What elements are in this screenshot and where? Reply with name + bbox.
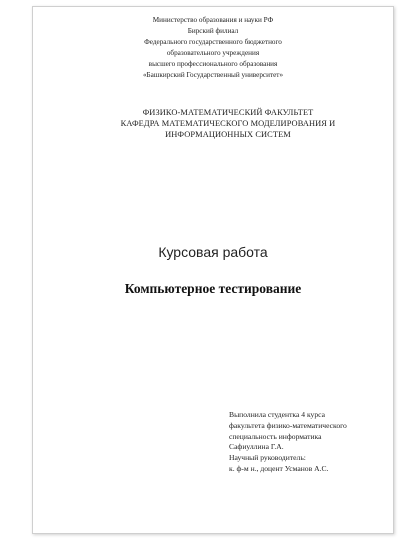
ministry-line: Федерального государственного бюджетного — [144, 38, 282, 46]
faculty-header — [83, 107, 373, 140]
faculty-line: ИНФОРМАЦИОННЫХ СИСТЕМ — [165, 130, 291, 139]
author-line: Выполнила студентка 4 курса — [229, 410, 325, 419]
ministry-header — [33, 15, 393, 81]
ministry-line: «Башкирский Государственный университет» — [142, 71, 284, 79]
faculty-line: КАФЕДРА МАТЕМАТИЧЕСКОГО МОДЕЛИРОВАНИЯ И — [120, 119, 336, 128]
ministry-line: образовательного учреждения — [166, 49, 260, 57]
document-title: Компьютерное тестирование — [124, 281, 302, 296]
document-page — [32, 6, 394, 534]
author-block — [229, 410, 387, 475]
ministry-line: высшего профессионального образования — [148, 60, 278, 68]
author-line: к. ф-м н., доцент Усманов А.С. — [229, 463, 329, 473]
faculty-line: ФИЗИКО-МАТЕМАТИЧЕСКИЙ ФАКУЛЬТЕТ — [142, 108, 314, 117]
document-type: Курсовая работа — [158, 244, 268, 260]
author-line: специальность информатика — [229, 431, 322, 441]
author-line: Научный руководитель: — [229, 453, 306, 463]
ministry-line: Бирский филиал — [187, 27, 239, 35]
author-line: Сафиуллина Г.А. — [229, 442, 284, 452]
author-line: факультета физико-математического — [229, 420, 347, 430]
ministry-line: Министерство образования и науки РФ — [152, 16, 274, 24]
